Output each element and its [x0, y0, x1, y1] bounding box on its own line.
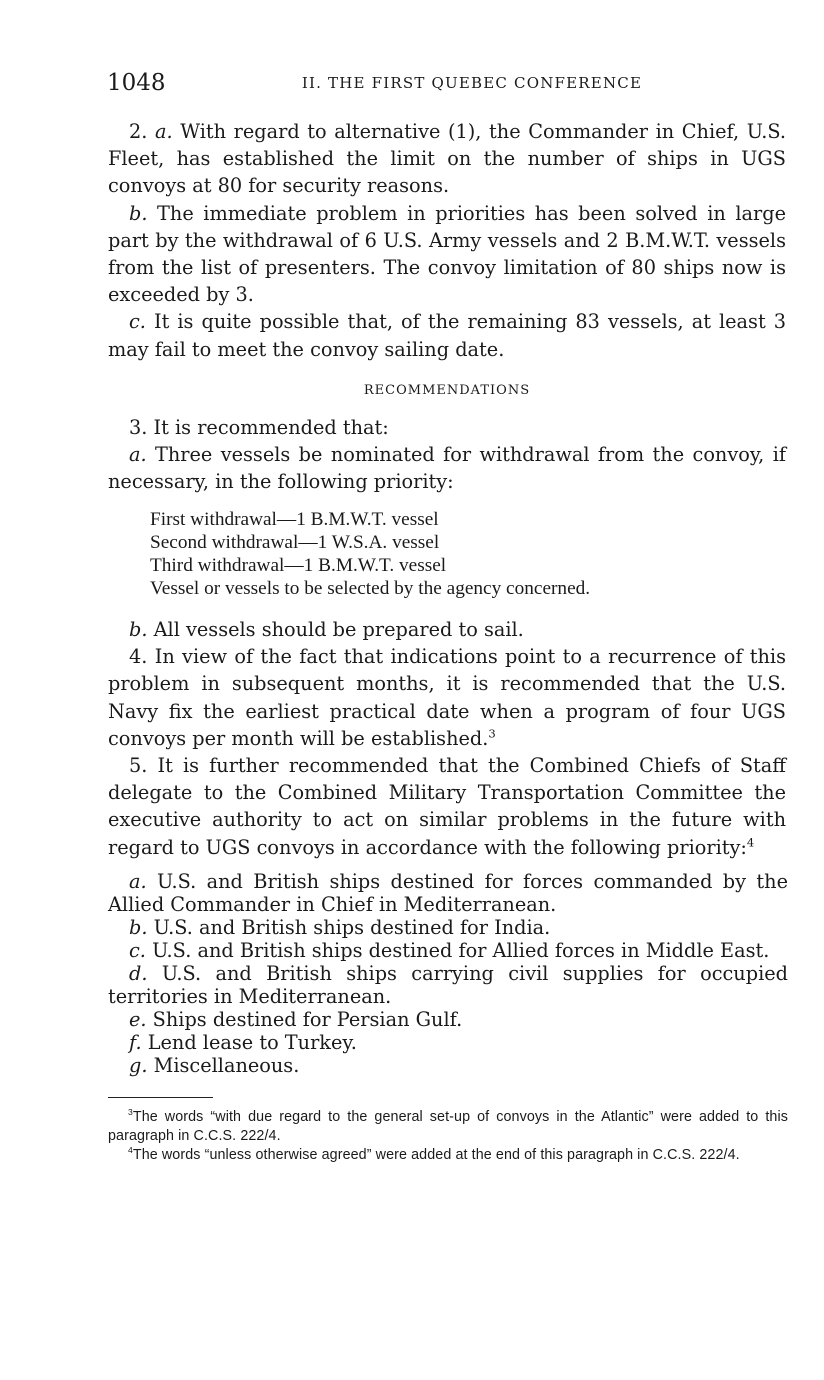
- priority-item: f. Lend lease to Turkey.: [129, 1031, 357, 1054]
- paragraph-2b: b. The immediate problem in priorities has been solved in large part by the withdrawal of 6 U.S. Army vessels and 2 B.M.W.T. vessels from the list of presenters. The convoy limitation of 80 ships now is exceeded by 3.: [108, 201, 786, 307]
- withdrawal-item: Vessel or vessels to be selected by the agency concerned.: [150, 578, 591, 599]
- footnote-ref[interactable]: 4: [746, 835, 755, 850]
- section-heading: RECOMMENDATIONS: [363, 383, 531, 398]
- paragraph-3: 3. It is recommended that:: [129, 416, 389, 439]
- priority-item: d. U.S. and British ships carrying civil supplies for occupied territories in Mediterranean.: [108, 962, 788, 1008]
- running-title: II. THE FIRST QUEBEC CONFERENCE: [301, 74, 643, 92]
- priority-item: c. U.S. and British ships destined for Allied forces in Middle East.: [129, 939, 770, 962]
- paragraph-block-2: [108, 118, 786, 363]
- priority-item: e. Ships destined for Persian Gulf.: [129, 1008, 463, 1031]
- footnote-ref[interactable]: 3: [488, 726, 496, 741]
- paragraph-2c: c. It is quite possible that, of the remaining 83 vessels, at least 3 may fail to meet the convoy sailing date.: [108, 310, 786, 361]
- withdrawal-item: Second withdrawal—1 W.S.A. vessel: [150, 532, 440, 553]
- priority-item: a. U.S. and British ships destined for forces commanded by the Allied Commander in Chief in Mediterranean.: [108, 870, 788, 916]
- paragraph-block-4-5: [108, 616, 786, 861]
- priority-item: b. U.S. and British ships destined for India.: [129, 916, 551, 939]
- paragraph-4: 4. In view of the fact that indications point to a recurrence of this problem in subsequent months, it is recommended that the U.S. Navy fix the earliest practical date when a program of four UGS convoys per month will be established.$^3$: [108, 645, 786, 750]
- paragraph-2a: 2. a. With regard to alternative (1), the Commander in Chief, U.S. Fleet, has established the limit on the number of ships in UGS convoys at 80 for security reasons.: [108, 120, 786, 198]
- priority-item: g. Miscellaneous.: [129, 1054, 300, 1077]
- paragraph-3b: b. All vessels should be prepared to sail.: [129, 618, 524, 641]
- paragraph-3a: a. Three vessels be nominated for withdrawal from the convoy, if necessary, in the following priority:: [108, 443, 786, 494]
- priority-list: [108, 870, 788, 1077]
- withdrawal-list: [150, 508, 790, 600]
- footnote: $^3$The words “with due regard to the general set-up of convoys in the Atlantic” were added to this paragraph in C.C.S. 222/4.: [108, 1107, 788, 1144]
- paragraph-block-3: [108, 414, 786, 496]
- withdrawal-item: Third withdrawal—1 B.M.W.T. vessel: [150, 555, 447, 576]
- paragraph-5: 5. It is further recommended that the Combined Chiefs of Staff delegate to the Combined Military Transportation Committee the executive authority to act on similar problems in the future with regard to UGS convoys in accordance with the following priority:$^4$: [108, 754, 786, 859]
- footnote-divider: [108, 1097, 213, 1098]
- footnote: $^4$The words “unless otherwise agreed” were added at the end of this paragraph in C.C.S. 222/4.: [128, 1145, 740, 1163]
- withdrawal-item: First withdrawal—1 B.M.W.T. vessel: [150, 509, 439, 530]
- page-header: [107, 68, 787, 100]
- footnotes: [108, 1108, 788, 1165]
- page-number: 1048: [107, 70, 166, 96]
